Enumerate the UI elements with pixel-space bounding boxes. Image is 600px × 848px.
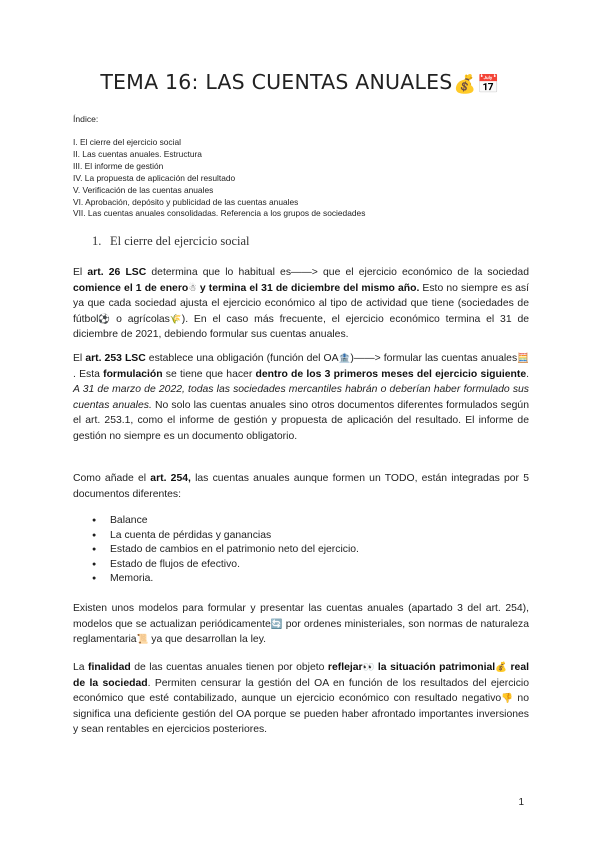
index-item: V. Verificación de las cuentas anuales	[73, 184, 214, 195]
thumbs-down-icon: 👎	[501, 693, 514, 705]
paragraph-formulacion	[73, 351, 529, 445]
index-item: VI. Aprobación, depósito y publicidad de las cuentas anuales	[73, 196, 299, 207]
page-title	[0, 70, 600, 95]
bold-text: real de la sociedad	[73, 662, 529, 689]
bold-text: finalidad	[88, 662, 131, 673]
list-item: ● Estado de cambios en el patrimonio neto del ejercicio.	[92, 543, 359, 558]
list-item: ● Balance	[92, 514, 359, 529]
bold-text: art. 26 LSC	[87, 267, 147, 278]
index-item: VII. Las cuentas anuales consolidadas. Referencia a los grupos de sociedades	[73, 208, 366, 219]
paragraph-finalidad	[73, 660, 529, 738]
index-list	[73, 137, 365, 220]
paragraph-modelos	[73, 601, 529, 648]
abacus-icon: 🧮	[517, 353, 530, 364]
bold-text: reflejar	[327, 662, 363, 673]
snowman-icon: ☃	[188, 282, 197, 294]
list-item: ● La cuenta de pérdidas y ganancias	[92, 529, 359, 544]
list-item: ● Estado de flujos de efectivo.	[92, 558, 359, 573]
scroll-icon: 📜	[136, 634, 149, 646]
text: Como añade el	[73, 473, 151, 484]
italic-text: A 31 de marzo de 2022, todas las sociedades mercantiles habrán o deberían haber formulado sus cuentas anuales.	[73, 384, 529, 411]
text: por ordenes ministeriales, son normas de naturaleza reglamentaria	[73, 618, 530, 646]
calendar-icon: 📅	[477, 74, 500, 95]
bold-text: dentro de los 3 primeros meses del ejercicio siguiente	[255, 368, 527, 380]
index-item: I. El cierre del ejercicio social	[73, 137, 181, 147]
bold-text: art. 253 LSC	[85, 353, 146, 364]
list-item: ● Memoria.	[92, 572, 359, 587]
index-label: Índice:	[73, 114, 99, 124]
text: . Permiten censurar la gestión del OA en función de los resultados del ejercicio económico que esté contabilizado, aunque un ejercicio económico con resultado negativo	[73, 677, 530, 705]
text: se tiene que hacer	[162, 368, 256, 380]
bank-icon: 🏦	[338, 353, 351, 364]
index-item: II. Las cuentas anuales. Estructura	[73, 148, 202, 159]
text: establece una obligación (función del OA	[145, 353, 339, 364]
index-item: IV. La propuesta de aplicación del resultado	[73, 172, 236, 183]
page-number: 1	[518, 797, 524, 808]
text: ya que desarrollan la ley.	[148, 634, 267, 646]
money-bag-icon: 💰	[495, 662, 508, 673]
paragraph-documentos	[73, 471, 529, 502]
bold-text: y termina el 31 de diciembre del mismo año.	[196, 282, 420, 294]
section-title: El cierre del ejercicio social	[110, 234, 250, 248]
bold-text: la situación patrimonial	[377, 662, 496, 673]
section-number: 1.	[92, 234, 102, 248]
section-heading	[92, 234, 250, 249]
paragraph-ejercicio-economico	[73, 265, 529, 343]
text: no significa una deficiente gestión del OA porque se pueden haber afrontado importantes inversiones y sean rentables en ejercicios posteriores.	[73, 693, 529, 736]
text: Existen unos modelos para formular y presentar las cuentas anuales (apartado 3 del art. 254), modelos que se actualizan periódicamente	[73, 603, 529, 630]
title-text: TEMA 16: LAS CUENTAS ANUALES	[100, 70, 453, 94]
soccer-ball-icon: ⚽	[98, 313, 111, 325]
text: Esto no siempre es así ya que cada sociedad ajusta el ejercicio económico al tipo de actividad que tiene (sociedades de fútbol	[73, 282, 529, 325]
text: La	[73, 662, 89, 673]
wheat-icon: 🌾	[169, 313, 182, 325]
text: las cuentas anuales aunque formen un TODO, están integradas por 5 documentos diferentes:	[73, 473, 529, 500]
text: El	[73, 267, 88, 278]
bold-text: comience el 1 de enero	[73, 282, 189, 294]
eyes-icon: 👀	[362, 662, 375, 673]
text: de las cuentas anuales tienen por objeto	[130, 662, 328, 673]
text: )——> formular las cuentas anuales	[350, 353, 518, 364]
text: No solo las cuentas anuales sino otros documentos diferentes formulados según el art. 253.1, como el informe de gestión y propuesta de aplicación del resultado. El informe de gestión no siempre es un documento obligatorio.	[73, 399, 529, 442]
bullet-list	[92, 514, 359, 587]
bold-text: formulación	[103, 368, 163, 380]
text: ). En el caso más frecuente, el ejercicio económico termina el 31 de diciembre de 2021, debiendo formular sus cuentas anuales.	[73, 313, 530, 341]
text: El	[73, 353, 86, 364]
text: .	[526, 368, 529, 380]
refresh-icon: 🔄	[270, 618, 283, 630]
index-item: III. El informe de gestión	[73, 160, 164, 171]
bold-text: art. 254,	[150, 473, 191, 484]
text: o agrícolas	[110, 313, 170, 325]
text: . Esta	[73, 368, 104, 380]
money-bag-icon: 💰	[453, 74, 477, 95]
text: determina que lo habitual es——> que el ejercicio económico de la sociedad	[146, 267, 529, 278]
